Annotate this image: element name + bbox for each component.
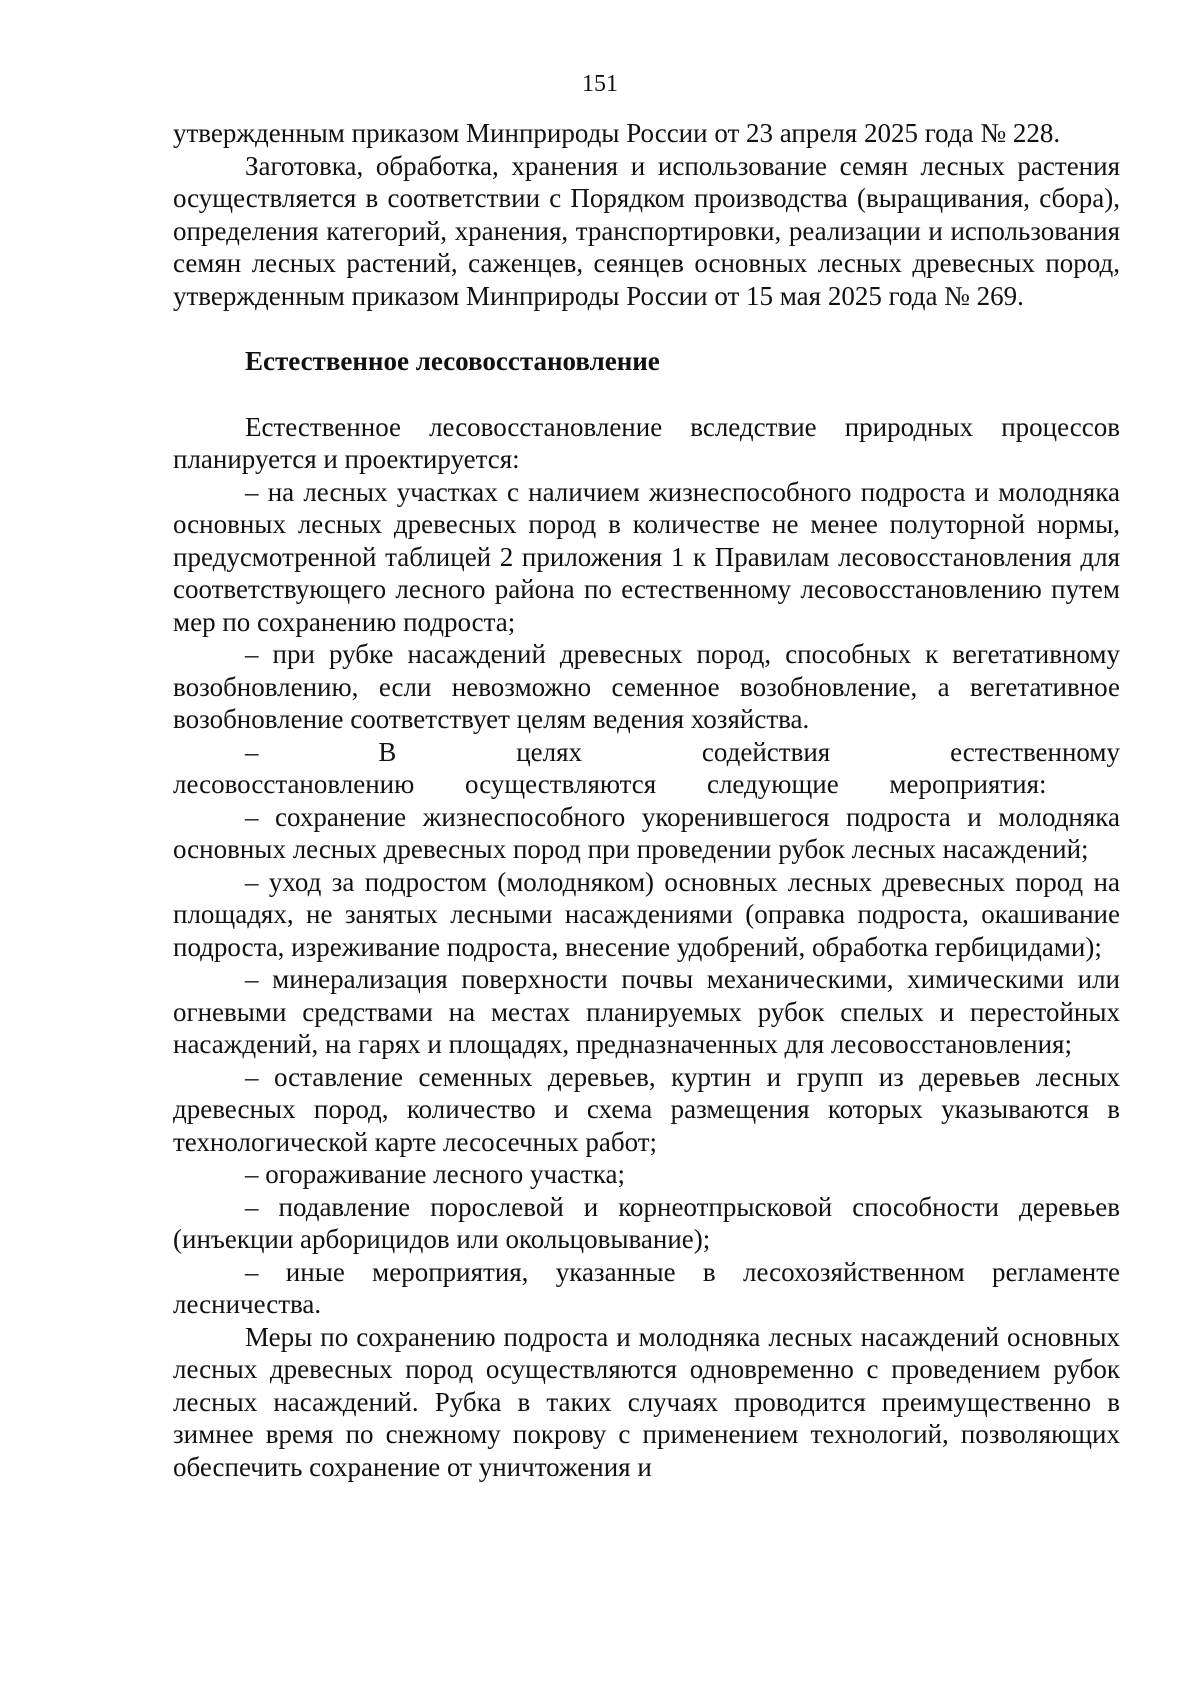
list-item-measure: – оставление семенных деревьев, куртин и групп из деревьев лесных древесных пород, количество и схема размещения которых указываются в технологической карте лесосечных работ; <box>173 1061 1120 1157</box>
paragraph-closing: Меры по сохранению подроста и молодняка лесных насаждений основных лесных древесных пород осуществляются одновременно с проведением рубок лесных насаждений. Рубка в таких случаях проводится преимущественно в зимнее время по снежному покрову с применением технологий, позволяющих обеспечить сохранение от уничтожения и <box>173 1321 1120 1482</box>
list-item-measure: – иные мероприятия, указанные в лесохозяйственном регламенте лесничества. <box>173 1256 1120 1319</box>
measures-intro: – В целях содействия естественному лесовосстановлению осуществляются следующие мероприятия: <box>173 736 1120 799</box>
list-item-measure: – подавление порослевой и корнеотпрысковой способности деревьев (инъекции арборицидов или окольцовывание); <box>173 1191 1120 1254</box>
list-item-planning: – при рубке насаждений древесных пород, способных к вегетативному возобновлению, если невозможно семенное возобновление, а вегетативное возобновление соответствует целям ведения хозяйства. <box>173 639 1120 734</box>
list-item-measure: – сохранение жизнеспособного укоренившегося подроста и молодняка основных лесных древесных пород при проведении рубок лесных насаждений; <box>173 801 1120 864</box>
list-item-measure: – минерализация поверхности почвы механическими, химическими или огневыми средствами на местах планируемых рубок спелых и перестойных насаждений, на гарях и площадях, предназначенных для лесовосстановления; <box>173 964 1120 1059</box>
page-body <box>173 117 1120 1483</box>
paragraph-intro: Естественное лесовосстановление вследствие природных процессов планируется и проектируется: <box>173 411 1120 474</box>
paragraph-continuation: утвержденным приказом Минприроды России от 23 апреля 2025 года № 228. <box>173 118 1061 148</box>
list-item-planning: – на лесных участках с наличием жизнеспособного подроста и молодняка основных лесных древесных пород в количестве не менее полуторной нормы, предусмотренной таблицей 2 приложения 1 к Правилам лесовосстановления для соответствующего лесного района по естественному лесовосстановлению путем мер по сохранению подроста; <box>173 476 1120 637</box>
list-item-measure: – уход за подростом (молодняком) основных лесных древесных пород на площадях, не занятых лесными насаждениями (оправка подроста, окашивание подроста, изреживание подроста, внесение удобрений, обработка гербицидами); <box>173 866 1120 962</box>
section-heading: Естественное лесовосстановление <box>245 346 660 376</box>
page-number: 151 <box>582 71 618 97</box>
paragraph-seed-procedure: Заготовка, обработка, хранения и использование семян лесных растения осуществляется в соответствии с Порядком производства (выращивания, сбора), определения категорий, хранения, транспортировки, реализации и использования семян лесных растений, саженцев, сеянцев основных лесных древесных пород, утвержденным приказом Минприроды России от 15 мая 2025 года № 269. <box>173 150 1120 311</box>
list-item-measure: – огораживание лесного участка; <box>245 1159 626 1189</box>
